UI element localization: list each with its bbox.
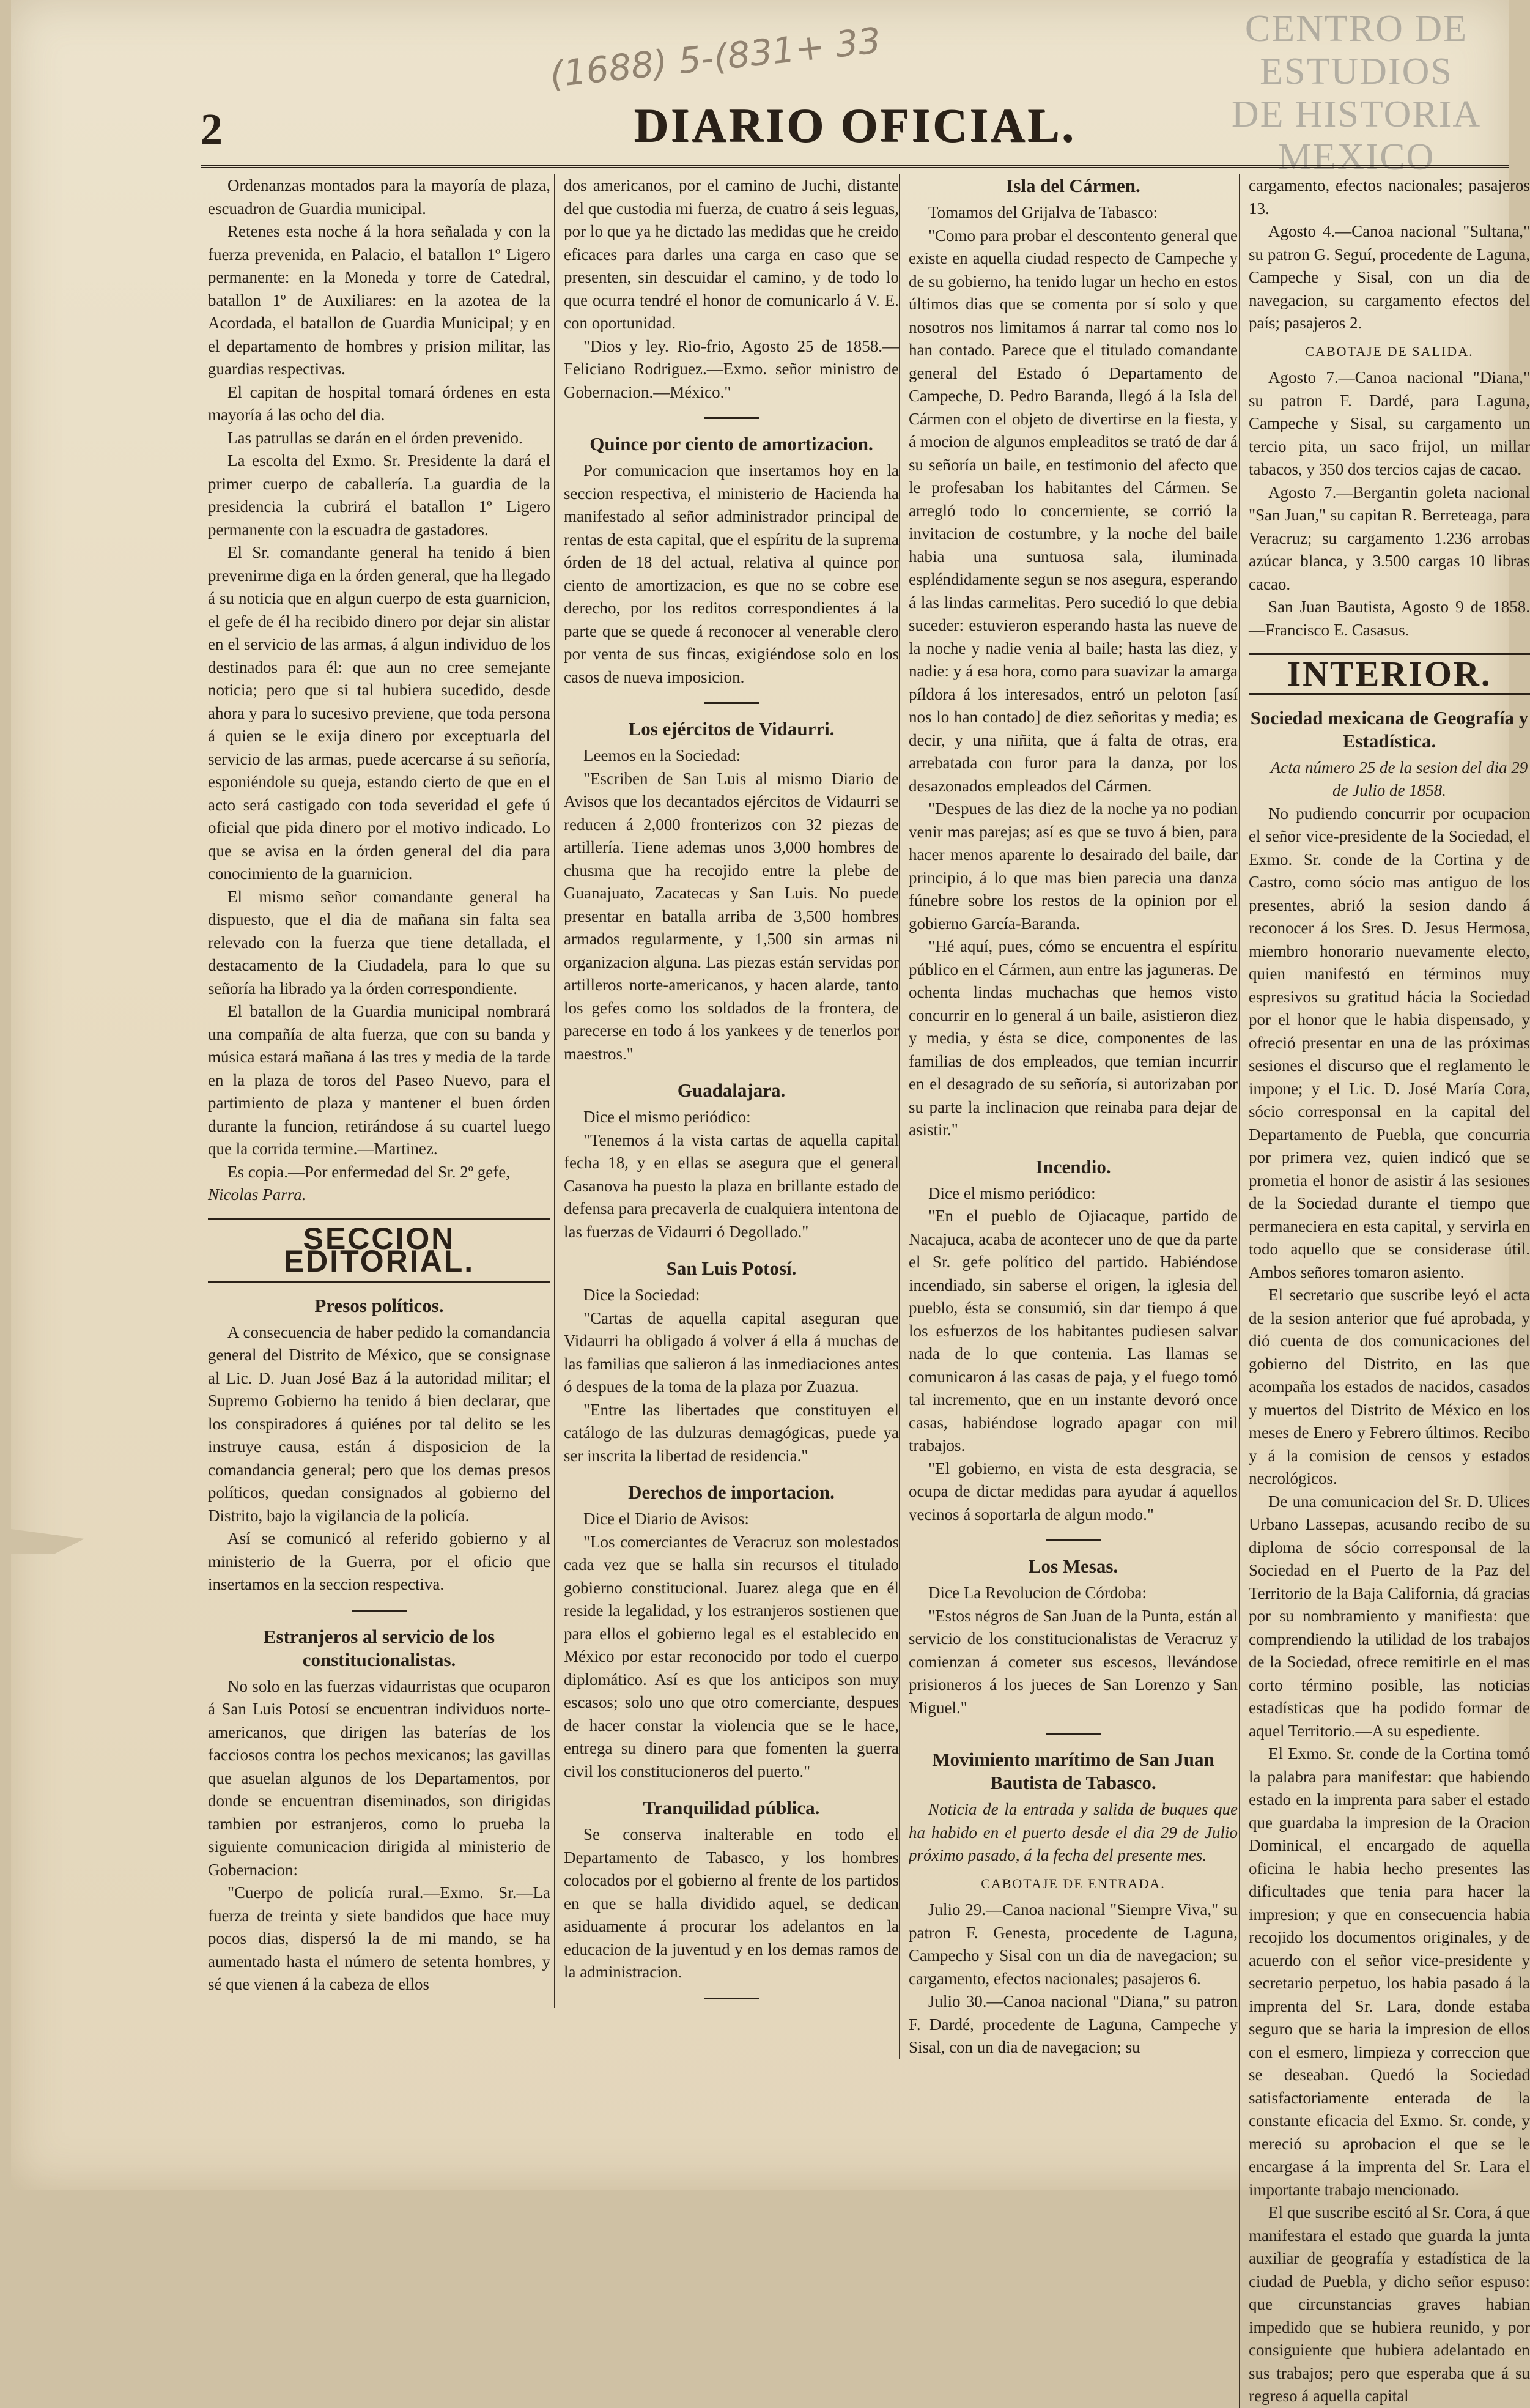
divider [352,1610,407,1612]
paragraph: El secretario que suscribe leyó el acta de la sesion anterior que fué aprobada, y dió cuenta de dos comunicaciones del gobierno del Distrito, en las que acompaña los estados de nacidos, casados y muertos del Distrito de México en los meses de Enero y Febrero últimos. Recibo y á la comision de censos y estados necrológicos. [1249,1286,1530,1487]
paragraph: cargamento, efectos nacionales; pasajeros 13. [1249,176,1530,218]
paragraph: El que suscribe escitó al Sr. Cora, á que manifestara el estado que guarda la junta auxiliar de geografía y estadística de la ciudad de Puebla, y dicho señor espuso: que circunstancias graves habian impedido que se hubiera reunido, y por consiguiente que hubiera adelantado en sus trabajos; pero que esperaba que á su regreso á aquella capital [1249,2203,1530,2405]
article-heading: Sociedad mexicana de Geografía y Estadística. [1250,706,1529,752]
subtitle: Acta número 25 de la sesion del dia 29 de Julio de 1858. [1270,758,1528,799]
paragraph: Ordenanzas montados para la mayoría de plaza, escuadron de Guardia municipal. [208,176,550,218]
paragraph: "Despues de las diez de la noche ya no podian venir mas parejas; así es que se tuvo á bien, para hacer menos aparente lo desairado del baile, dar principio, á lo que mas bien parecia una danza fúnebre sobre los restos de la opinion por el gobierno García-Baranda. [909,799,1238,933]
article-heading: Incendio. [1035,1155,1111,1177]
paragraph: "Dios y ley. Rio-frio, Agosto 25 de 1858.—Feliciano Rodriguez.—Exmo. señor ministro de Gobernacion.—México." [564,336,899,401]
paragraph: El capitan de hospital tomará órdenes en esta mayoría á las ocho del dia. [208,382,550,424]
column-3 [899,174,1238,2059]
paragraph: "El gobierno, en vista de esta desgracia, se ocupa de dictar medidas para ayudar á aquellos vecinos á soportarla de algun modo." [909,1459,1238,1524]
column-1 [208,174,550,1996]
article-heading: Isla del Cármen. [1006,175,1140,196]
paragraph: "Cartas de aquella capital aseguran que Vidaurri ha obligado á volver á ella á muchas de las familias que salieron á las inmediaciones antes ó despues de la toma de la plaza por Zuazua. [564,1308,899,1396]
section-interior-heading: INTERIOR. [1249,653,1530,695]
paragraph: Agosto 7.—Canoa nacional "Diana," su patron F. Dardé, para Laguna, Campeche y Sisal, su cargamento un tercio pita, un saco frijol, un millar tabacos, y 350 dos tercios cajas de cacao. [1249,368,1530,478]
paragraph: "Hé aquí, pues, cómo se encuentra el espíritu público en el Cármen, aun entre las jaguneras. De ochenta lindas muchachas que hemos visto concurrir en lo general á un baile, asistieron diez y media, y ésta se dice, componentes de las familias de dos empleados, que temian incurrir en el desagrado de su señoría, si autorizaban por su parte la inclinacion que reinaba para dejar de asistir." [909,937,1238,1139]
paragraph: Julio 29.—Canoa nacional "Siempre Viva," su patron F. Genesta, procedente de Laguna, Campecho y Sisal con un dia de navegacion; su cargamento, efectos nacionales; pasajeros 6. [909,1900,1238,1988]
paragraph: El Sr. comandante general ha tenido á bien prevenirme diga en la órden general, que ha llegado á su noticia que en algun cuerpo de esta guarnicion, el gefe de él ha recibido dinero por dejar sin alistar en el servicio de las armas, á algun individuo de los destinados para él: que aun no cree semejante noticia; pero que si tal hubiera sucedido, desde ahora y para lo sucesivo previene, que toda persona á quien se le exija dinero por exceptuarla del servicio de las armas, puede acercarse á su señoría, esponiéndole su queja, estando cierto de que en el acto será castigado con toda severidad el gefe ú oficial que pida dinero por el motivo indicado. Lo que se avisa en la órden general del dia para conocimiento de la guarnicion. [208,543,550,883]
paragraph: "Cuerpo de policía rural.—Exmo. Sr.—La fuerza de treinta y siete bandidos que hace muy pocos dias, dispersó la de mi mando, se ha aumentado hasta el número de setenta hombres, y sé que vienen á la cabeza de ellos [208,1883,550,1993]
paragraph: "En el pueblo de Ojiacaque, partido de Nacajuca, acaba de acontecer uno de que da parte el Sr. gefe político del partido. Habiéndose incendiado, sin saberse el origen, la iglesia del pueblo, ésta se consumió, sin dar tiempo á que los esfuerzos de los habitantes pudiesen salvar nada de lo que contenia. Las llamas se comunicaron á las casas de paja, y el fuego tomó tal incremento, que en un instante devoró once casas, habiéndose logrado apagar con mil trabajos. [909,1207,1238,1454]
watermark-line: MEXICO [1277,136,1435,178]
paragraph: Dice La Revolucion de Córdoba: [928,1584,1147,1602]
paragraph: No solo en las fuerzas vidaurristas que ocuparon á San Luis Potosí se encuentran individuos norte-americanos, que dirigen las baterías de los facciosos contra los pechos mexicanos; las gavillas que asuelan algunos de los Departamentos, por donde se encuentran diseminados, son dirigidas tambien por estranjeros, como lo prueba la siguiente comunicacion dirigida al ministerio de Gobernacion: [208,1676,550,1879]
paragraph: No pudiendo concurrir por ocupacion el señor vice-presidente de la Sociedad, el Exmo. Sr. conde de la Cortina y de Castro, como sócio mas antiguo de los presentes, abrió la sesion dando á reconocer á los Sres. D. Jesus Hermosa, miembro honorario nuevamente electo, quien manifestó en términos muy espresivos su gratitud hácia la Sociedad por el honor que le habia dispensado, y ofreció presentar en una de las próximas sesiones el discurso que el reglamento le impone; y el Lic. D. José María Cora, sócio corresponsal en la capital del Departamento de Puebla, que concurria por primera vez, quien indicó que se prometia el honor de asistir á las sesiones de la Sociedad durante el tiempo que permaneciera en esta capital, y servirla en todo aquello que se considerase útil. Ambos señores tomaron asiento. [1249,804,1530,1281]
column-2 [554,174,899,2008]
article-heading: Los ejércitos de Vidaurri. [628,718,835,739]
paragraph: Dice el Diario de Avisos: [583,1510,749,1528]
paragraph: "Estos négros de San Juan de la Punta, están al servicio de los constitucionalistas de Veracruz y comienzan á cometer sus escesos, llevándose prisioneros á los jueces de San Lorenzo y San Miguel." [909,1606,1238,1717]
subheading: CABOTAJE DE ENTRADA. [981,1875,1166,1891]
paragraph: "Entre las libertades que constituyen el catálogo de las dulzuras demagógicas, puede ya ser inscrita la libertad de residencia." [564,1400,899,1465]
article-heading: Guadalajara. [677,1080,786,1101]
article-heading: Los Mesas. [1028,1555,1118,1577]
subheading: CABOTAJE DE SALIDA. [1305,343,1474,359]
article-heading: Tranquilidad pública. [643,1797,820,1818]
paragraph: "Escriben de San Luis al mismo Diario de Avisos que los decantados ejércitos de Vidaurri se reducen á 2,000 fronterizos con 32 piezas de artillería. Tiene ademas unos 3,000 hombres de chusma que ha recojido entre la plebe de Guanajuato, Zacatecas y San Luis. No puede presentar en batalla arriba de 3,500 hombres armados regularmente, y 1,500 sin armas ni organizacion alguna. Las piezas están servidas por artilleros norte-americanos, y hacen alarde, tanto los gefes como los soldados de la frontera, de parecerse en todo á los yankees y de tenerlos por maestros." [564,769,899,1063]
page-number: 2 [201,105,223,154]
paragraph: A consecuencia de haber pedido la comandancia general del Distrito de México, que se consignase al Lic. D. Juan José Baz á la autoridad militar; el Supremo Gobierno ha tenido á bien declarar, que los conspiradores á quiénes por tal delito se les instruye causa, están á disposicion de la comandancia general; pero que los demas presos políticos, quedan consignados al gobierno del Distrito, bajo la vigilancia de la policía. [208,1322,550,1525]
article-heading: Movimiento marítimo de San Juan Bautista de Tabasco. [932,1749,1214,1793]
paragraph: La escolta del Exmo. Sr. Presidente la dará el primer cuerpo de caballería. La guardia de la presidencia la cubrirá el batallon 1º Ligero permanente con la escuadra de gastadores. [208,451,550,539]
paragraph: El batallon de la Guardia municipal nombrará una compañía de alta fuerza, que con su banda y música estará mañana á las tres y media de la tarde en la plaza de toros del Paseo Nuevo, para el partimiento de plaza y mantener el buen órden durante la funcion, retirándose á su cuartel luego que la corrida termine.—Martinez. [208,1002,550,1158]
signature: Nicolas Parra. [208,1185,306,1204]
paragraph: De una comunicacion del Sr. D. Ulices Urbano Lassepas, acusando recibo de su diploma de sócio corresponsal de la Sociedad en el Puerto de la Paz del Territorio de la Baja California, dá gracias por su nombramiento y manifiesta: que comprendiendo la utilidad de los trabajos de la Sociedad, ofrece remitirle en el mas corto término posible, las noticias estadísticas que ha podido formar de aquel Territorio.—A su espediente. [1249,1492,1530,1740]
watermark-line: DE HISTORIA [1231,94,1482,135]
pencil-annotation: (1688) 5-(831+ 33 [547,19,883,96]
paragraph: San Juan Bautista, Agosto 9 de 1858.—Francisco E. Casasus. [1249,598,1530,639]
watermark-line: ESTUDIOS [1260,51,1453,92]
paragraph: Agosto 4.—Canoa nacional "Sultana," su patron G. Seguí, procedente de Laguna, Campeche y Sisal, con un dia de navegacion, su cargamento efectos del país; pasajeros 2. [1249,222,1530,332]
paragraph: Dice la Sociedad: [583,1286,700,1304]
article-heading: Presos políticos. [314,1294,444,1316]
paragraph: Es copia.—Por enfermedad del Sr. 2º gefe, [227,1162,510,1181]
paragraph: Julio 30.—Canoa nacional "Diana," su patron F. Dardé, procedente de Laguna, Campeche y Sisal, con un dia de navegacion; su [909,1992,1238,2056]
paragraph: El Exmo. Sr. conde de la Cortina tomó la palabra para manifestar: que habiendo estado en la imprenta para saber el estado que guardaba la impresion de la Oracion Dominical, el encargado de aquella oficina le habia hecho presentes las dificultades que tenia para hacer la impresion; y que en consecuencia habia recojido los documentos originales, y de acuerdo con el señor vice-presidente y secretario perpetuo, los habia pasado á la imprenta del Sr. Lara, donde estaba seguro que se haria la impresion de ellos con el esmero, limpieza y correccion que se deseaban. Quedó la Sociedad satisfactoriamente enterada de la constante eficacia del Exmo. Sr. conde, y mereció su aprobacion el que se le encargase á la imprenta del Sr. Lara el importante trabajo mencionado. [1249,1744,1530,2199]
divider [1046,1539,1101,1541]
article-heading: Derechos de importacion. [628,1481,835,1503]
section-editorial-heading: SECCION EDITORIAL. [208,1218,550,1283]
newspaper-page [11,0,1530,2405]
column-4 [1239,174,1530,2408]
paragraph: Tomamos del Grijalva de Tabasco: [928,203,1158,221]
watermark-line: CENTRO DE [1244,8,1468,50]
paragraph: Dice el mismo periódico: [928,1184,1096,1202]
divider [704,1998,759,1999]
paragraph: Noticia de la entrada y salida de buques que ha habido en el puerto desde el dia 29 de Julio próximo pasado, á la fecha del presente mes. [909,1800,1238,1864]
masthead [201,98,1509,168]
paragraph: Leemos en la Sociedad: [583,746,741,765]
paragraph: Retenes esta noche á la hora señalada y con la fuerza prevenida, en Palacio, el batallon 1º Ligero permanente: en la Moneda y torre de Catedral, batallon 1º de Auxiliares: en la azotea de la Acordada, el batallon de Guardia Municipal; y en el departamento de hombres y prision militar, las guardias respectivas. [208,222,550,378]
paragraph: dos americanos, por el camino de Juchi, distante del que custodia mi fuerza, de cuatro á seis leguas, por lo que ya he dictado las medidas que he creido eficaces para darles una carga en caso que se presenten, sin descuidar el camino, y de todo lo que ocurra tendré el honor de comunicarlo á V. E. con oportunidad. [564,176,899,332]
divider [704,417,759,419]
torn-edge [11,1529,84,1554]
paragraph: Dice el mismo periódico: [583,1108,751,1126]
paragraph: "Los comerciantes de Veracruz son molestados cada vez que se halla sin recursos el titulado gobierno constitucional. Juarez alega que en él reside la legalidad, y los estranjeros sostienen que para ellos el gobierno legal es el establecido en México por estar reconocido por todo el cuerpo diplomático. Así es que los anticipos son muy escasos; solo uno que otro comerciante, despues de hacer constar la violencia que se le hace, entrega su dinero para que fomenten la guerra civil los constitucioneros del puerto." [564,1532,899,1780]
article-heading: San Luis Potosí. [666,1258,797,1279]
paragraph: Así se comunicó al referido gobierno y al ministerio de la Guerra, por el oficio que insertamos en la seccion respectiva. [208,1529,550,1593]
newspaper-title: DIARIO OFICIAL. [634,98,1076,152]
paragraph: Las patrullas se darán en el órden prevenido. [227,428,523,447]
article-heading: Estranjeros al servicio de los constitucionalistas. [263,1625,495,1670]
article-heading: Quince por ciento de amortizacion. [589,433,873,454]
paragraph: El mismo señor comandante general ha dispuesto, que el dia de mañana sin falta sea relevado con la fuerza que tiene detallada, el destacamento de la Ciudadela, para lo que su señoría ha librado ya la órden correspondiente. [208,887,550,998]
divider [704,702,759,704]
paragraph: Agosto 7.—Bergantin goleta nacional "San Juan," su capitan R. Berreteaga, para Veracruz; su cargamento 1.236 arrobas azúcar blanca, y 3.500 cargas 10 libras cacao. [1249,483,1530,593]
paragraph: Por comunicacion que insertamos hoy en la seccion respectiva, el ministerio de Hacienda ha manifestado al señor administrador principal de rentas de esta capital, que el espíritu de la suprema órden de 18 del actual, relativa al quince por ciento de amortizacion, es que no se cobre ese derecho, por los reditos correspondientes á la parte que se quede á reconocer al venerable clero por venta de sus fincas, exigiéndose solo en los casos de nueva imposicion. [564,461,899,686]
paragraph: Se conserva inalterable en todo el Departamento de Tabasco, y los hombres colocados por el gobierno al frente de los partidos en que se halla dividido aquel, se dedican asiduamente á procurar los adelantos en la educacion de la juventud y en los demas ramos de la administracion. [564,1825,899,1981]
paragraph: "Tenemos á la vista cartas de aquella capital fecha 18, y en ellas se asegura que el general Casanova ha puesto la plaza en brillante estado de defensa para precaverla de cualquiera intentona de las fuerzas de Vidaurri ó Degollado." [564,1130,899,1241]
divider [1046,1733,1101,1735]
paragraph: "Como para probar el descontento general que existe en aquella ciudad respecto de Campeche y de su gobierno, ha tenido lugar un hecho en estos últimos dias que se comenta por sí solo y que nosotros nos limitamos á narrar tal como nos lo han contado. Parece que el titulado comandante general del Estado ó Departamento de Campeche, D. Pedro Baranda, llegó á la Isla del Cármen con el objeto de divertirse en la fiesta, y á mocion de algunos empleaditos se trató de dar á su señoría un baile, en testimonio del afecto que le profesaban los habitantes del Cármen. Se arregló todo lo concerniente, se corrió la invitacion de costumbre, y la noche del baile habia una suntuosa sala, iluminada espléndidamente segun se nos asegura, esperando á las lindas carmelitas. Pero sucedió lo que debia suceder: estuvieron esperando hasta las nueve de la noche y nadie venia al baile; hasta las diez, y nadie: y á esa hora, como para suavizar la amarga píldora á los interesados, entró un peloton [así nos lo han contado] de diez señoritas y media; es decir, y una niñita, que á falta de otras, era arrebatada con furor para la danza, por los desazonados empleados del Cármen. [909,226,1238,795]
